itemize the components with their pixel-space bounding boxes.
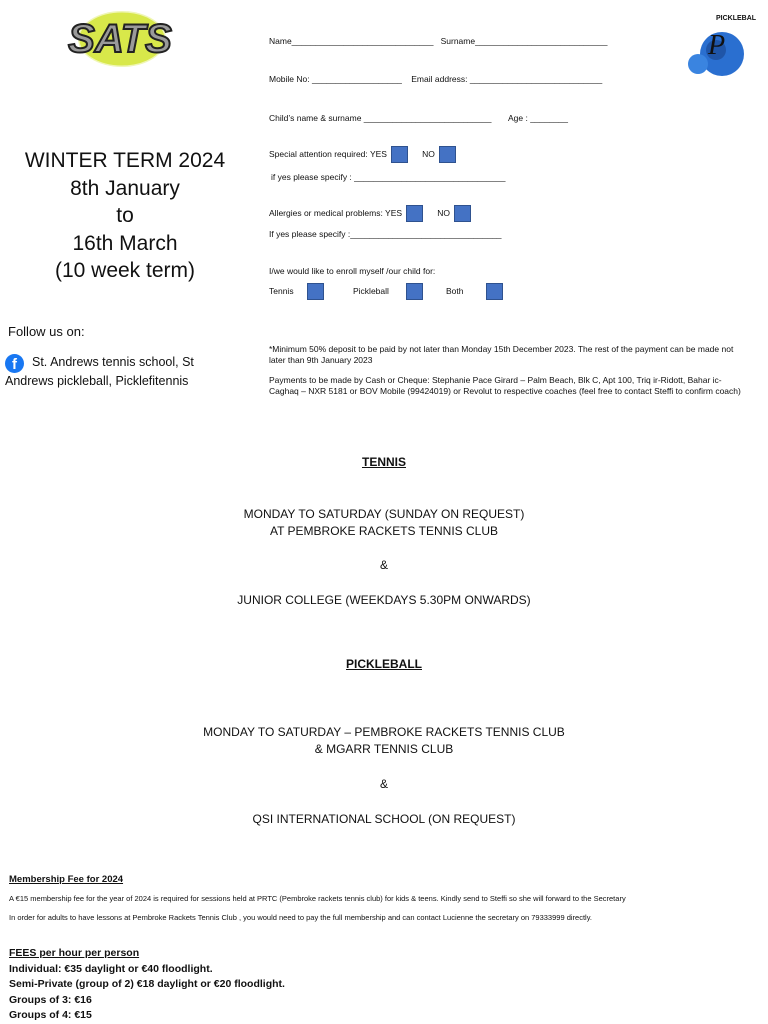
allergies-row: Allergies or medical problems: YES NO [269,205,471,222]
pickleball-logo [676,10,756,80]
fee-semi-private: Semi-Private (group of 2) €18 daylight or €20 floodlight. [9,978,285,990]
term-start: 8th January [70,176,180,200]
tennis-heading: TENNIS [361,455,406,469]
term-end: 16th March [72,231,178,255]
fees-block [9,946,285,1024]
allergies-yes-checkbox[interactable] [406,205,423,222]
membership-line1: A €15 membership fee for the year of 2024 is required for sessions held at PRTC (Pembroke rackets tennis club) for kids & teens. Kindly send to Steffi so she will forward to the Secretary [9,894,626,903]
child-name-field[interactable]: Child’s name & surname ___________________________ Age : ________ [269,113,569,123]
pickleball-checkbox[interactable] [406,283,423,300]
allergies-specify-field[interactable]: If yes please specify :________________________________ [269,229,502,239]
both-label: Both [446,286,464,296]
facebook-text: St. Andrews tennis school, St Andrews pickleball, Picklefitennis [5,355,194,388]
payment-note: Payments to be made by Cash or Cheque: Stephanie Pace Girard – Palm Beach, Blk C, Apt 100, Triq ir-Ridott, Bahar ic-Caghaq – NXR 5181 or BOV Mobile (99424019) or Revolut to respective coaches (feel free to contact Steffi to confirm coach) [269,375,741,396]
special-attention-row: Special attention required: YES NO [269,146,456,163]
term-length: (10 week term) [54,259,196,282]
term-to: to [116,204,134,227]
tennis-label: Tennis [269,286,294,296]
pickleball-heading: PICKLEBALL [346,657,422,671]
membership-line2: In order for adults to have lessons at Pembroke Rackets Tennis Club , you would need to pay the full membership and can contact Lucienne the secretary on 79333999 directly. [9,913,592,922]
allergies-no-checkbox[interactable] [454,205,471,222]
pickleball-line1: MONDAY TO SATURDAY – PEMBROKE RACKETS TENNIS CLUB [203,725,565,739]
deposit-note: *Minimum 50% deposit to be paid by not later than Monday 15th December 2023. The rest of the payment can be made not later than 9th January 2023 [269,344,734,365]
name-field[interactable]: Name______________________________ Surname____________________________ [269,36,608,46]
fee-individual: Individual: €35 daylight or €40 floodlight. [9,962,213,975]
tennis-line3: JUNIOR COLLEGE (WEEKDAYS 5.30PM ONWARDS) [237,593,531,607]
pickleball-line2: & MGARR TENNIS CLUB [314,742,454,756]
special-no-checkbox[interactable] [439,146,456,163]
pickleball-amp: & [379,777,388,791]
tennis-line2: AT PEMBROKE RACKETS TENNIS CLUB [269,524,499,538]
sats-logo [50,8,190,70]
surname-field[interactable]: Surname____________________________ [440,36,608,46]
mobile-field[interactable]: Mobile No: ___________________ Email address: ____________________________ [269,74,603,84]
pickleball-label: Pickleball [353,286,389,296]
svg-text:PICKLEBALL: PICKLEBALL [716,15,756,22]
fee-groups-4: Groups of 4: €15 [9,1009,92,1021]
follow-label: Follow us on: [8,324,85,339]
term-title: WINTER TERM 2024 [24,149,226,172]
fees-heading: FEES per hour per person [9,947,140,959]
facebook-icon: f [5,354,24,373]
age-field[interactable]: Age : ________ [507,113,569,123]
facebook-row[interactable] [5,354,220,389]
term-block [10,147,240,285]
both-checkbox[interactable] [486,283,503,300]
svg-text:SATS: SATS [68,17,172,61]
fee-groups-3: Groups of 3: €16 [9,993,92,1006]
membership-heading: Membership Fee for 2024 [9,874,124,885]
tennis-amp: & [379,558,388,572]
enroll-label: I/we would like to enroll myself /our child for: [269,266,436,276]
special-yes-checkbox[interactable] [391,146,408,163]
pickleball-line3: QSI INTERNATIONAL SCHOOL (ON REQUEST) [252,812,516,826]
email-field[interactable]: Email address: ____________________________ [411,74,603,84]
tennis-checkbox[interactable] [307,283,324,300]
special-specify-field[interactable]: if yes please specify : ________________________________ [271,172,506,182]
tennis-line1: MONDAY TO SATURDAY (SUNDAY ON REQUEST) [243,507,525,521]
svg-text:P: P [708,30,726,61]
enroll-options [269,283,529,301]
